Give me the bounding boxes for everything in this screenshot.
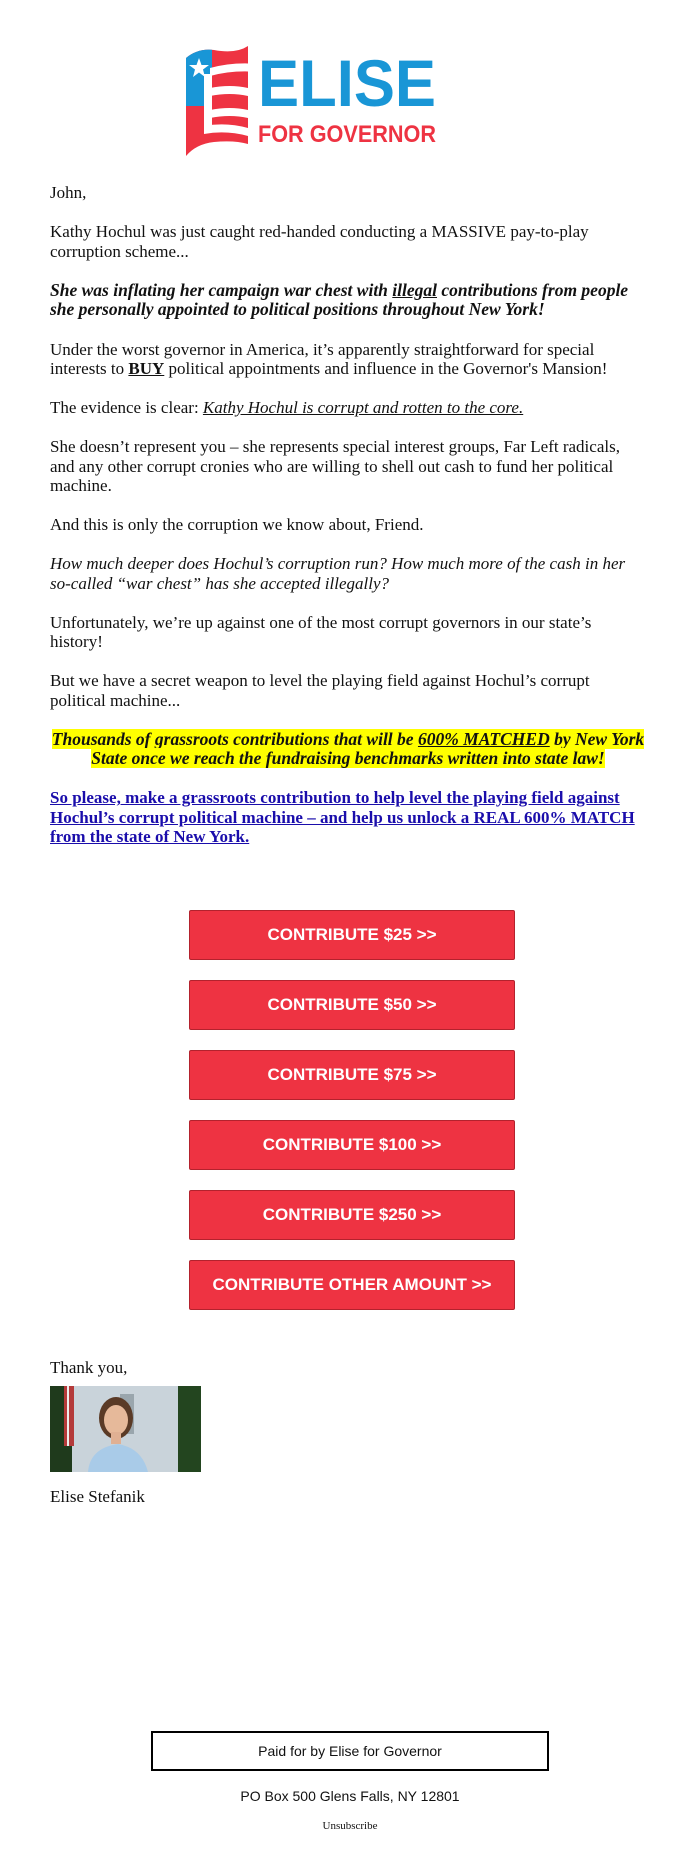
campaign-logo [186,44,518,156]
paragraph: Kathy Hochul was just caught red-handed conducting a MASSIVE pay-to-play corruption scheme... [50,222,589,261]
greeting: John, [50,183,87,202]
paragraph: And this is only the corruption we know about, Friend. [50,515,424,535]
candidate-photo [50,1386,201,1472]
contribute-100-button[interactable]: CONTRIBUTE $100 >> [189,1120,515,1170]
contribute-75-button[interactable]: CONTRIBUTE $75 >> [189,1050,515,1100]
email-body [50,183,646,866]
contribute-25-button[interactable]: CONTRIBUTE $25 >> [189,910,515,960]
mailing-address: PO Box 500 Glens Falls, NY 12801 [240,1788,460,1804]
contribute-250-button[interactable]: CONTRIBUTE $250 >> [189,1190,515,1240]
svg-text:ELISE: ELISE [258,46,436,120]
contribute-link[interactable]: So please, make a grassroots contribution to help level the playing field against Hochul’s corrupt political machine – and help us unlock a REAL 600% MATCH from the state of New York. [50,788,635,847]
closing-thanks: Thank you, [50,1358,128,1377]
paragraph: Unfortunately, we’re up against one of the most corrupt governors in our state’s history! [50,612,592,652]
paragraph: The evidence is clear: Kathy Hochul is corrupt and rotten to the core. [50,398,524,418]
contribute-other-button[interactable]: CONTRIBUTE OTHER AMOUNT >> [189,1260,515,1310]
paragraph-italic: How much deeper does Hochul’s corruption run? How much more of the cash in her so-called “war chest” has she accepted illegally? [50,554,626,593]
contribute-50-button[interactable]: CONTRIBUTE $50 >> [189,980,515,1030]
paragraph: Under the worst governor in America, it’s apparently straightforward for special interests to BUY political appointments and influence in the Governor's Mansion! [50,339,608,379]
svg-text:FOR GOVERNOR: FOR GOVERNOR [258,121,436,148]
highlighted-match-text: Thousands of grassroots contributions that will be 600% MATCHED by New York State once we reach the fundraising benchmarks written into state law! [51,728,645,769]
paragraph: But we have a secret weapon to level the playing field against Hochul’s corrupt political machine... [50,671,590,710]
signer-name: Elise Stefanik [50,1487,145,1506]
paid-for-disclaimer: Paid for by Elise for Governor [151,1731,549,1771]
unsubscribe-link[interactable]: Unsubscribe [322,1820,378,1832]
contribute-buttons [189,910,515,1330]
paragraph: She doesn’t represent you – she represents special interest groups, Far Left radicals, and any other corrupt cronies who are willing to shell out cash to fund her political machine. [50,437,620,496]
flag-e-icon [186,44,518,156]
paragraph-emphasis: She was inflating her campaign war chest with illegal contributions from people she personally appointed to political positions throughout New York! [50,279,629,320]
